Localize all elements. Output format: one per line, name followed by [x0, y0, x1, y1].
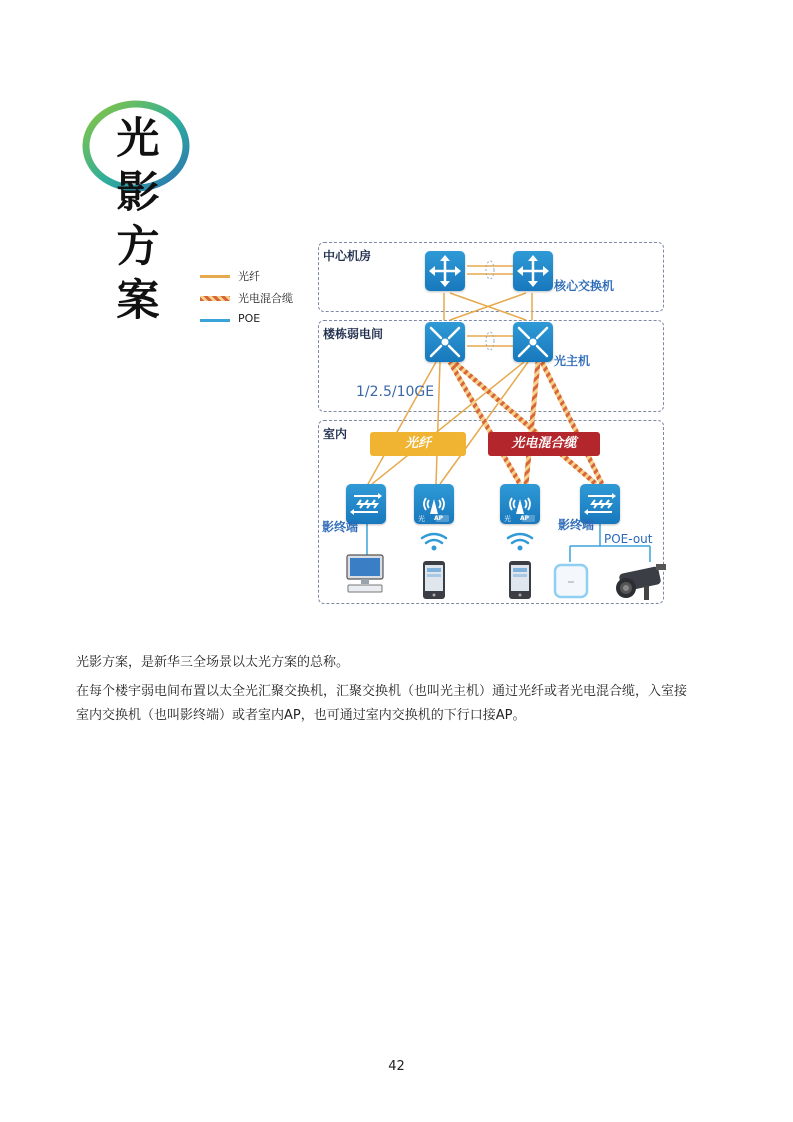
title-char: 案	[116, 276, 160, 326]
title-char: 影	[116, 168, 160, 218]
title-char: 方	[116, 222, 160, 272]
legend-item-poe	[200, 310, 310, 332]
legend-item-fiber	[200, 266, 310, 288]
hybrid-cable-swatch	[200, 296, 230, 301]
wifi-signal-icon	[505, 530, 535, 552]
zone-label: 楼栋弱电间	[323, 327, 384, 341]
ap-badge: AP	[520, 515, 530, 522]
connection-lines	[316, 240, 668, 606]
ap-char: 光	[504, 515, 511, 523]
indoor-ap-icon	[500, 484, 540, 524]
wifi-signal-icon	[419, 530, 449, 552]
terminal-label: 影终端	[322, 520, 359, 534]
hybrid-cable-pill: 光电混合缆	[488, 432, 600, 456]
optical-host-icon	[425, 322, 465, 362]
security-camera-icon	[608, 562, 668, 606]
fiber-pill: 光纤	[370, 432, 466, 456]
core-switch-label: 核心交换机	[554, 279, 615, 293]
zone-label: 中心机房	[323, 249, 372, 263]
speed-label: 1/2.5/10GE	[356, 384, 435, 400]
page-number: 42	[388, 1059, 405, 1074]
optical-host-label: 光主机	[554, 354, 591, 368]
smartphone-icon	[508, 560, 532, 600]
legend-label: 光纤	[238, 270, 260, 283]
body-paragraph: 在每个楼宇弱电间布置以太全光汇聚交换机，汇聚交换机（也叫光主机）通过光纤或者光电混合缆，入室接室内交换机（也叫影终端）或者室内AP，也可通过室内交换机的下行口接AP。	[76, 684, 688, 723]
zone-label: 室内	[323, 427, 348, 441]
core-switch-icon	[425, 251, 465, 291]
ap-char: 光	[418, 515, 425, 523]
indoor-ap-icon	[414, 484, 454, 524]
smartphone-icon	[422, 560, 446, 600]
legend-label: 光电混合缆	[238, 292, 293, 305]
poe-out-label: POE-out	[604, 532, 653, 546]
terminal-label: 影终端	[558, 518, 595, 532]
core-switch-icon	[513, 251, 553, 291]
ap-badge: AP	[434, 515, 444, 522]
ceiling-ap-icon	[552, 562, 590, 600]
optical-host-icon	[513, 322, 553, 362]
poe-line-swatch	[200, 319, 230, 322]
desktop-computer-icon	[344, 554, 386, 596]
legend-item-hybrid	[200, 288, 310, 310]
legend-label: POE	[238, 312, 261, 325]
legend	[200, 266, 310, 332]
fiber-line-swatch	[200, 275, 230, 278]
title-char: 光	[116, 114, 160, 164]
body-paragraph: 光影方案，是新华三全场景以太光方案的总称。	[76, 655, 350, 670]
network-diagram	[316, 240, 668, 606]
page-title	[110, 112, 166, 328]
